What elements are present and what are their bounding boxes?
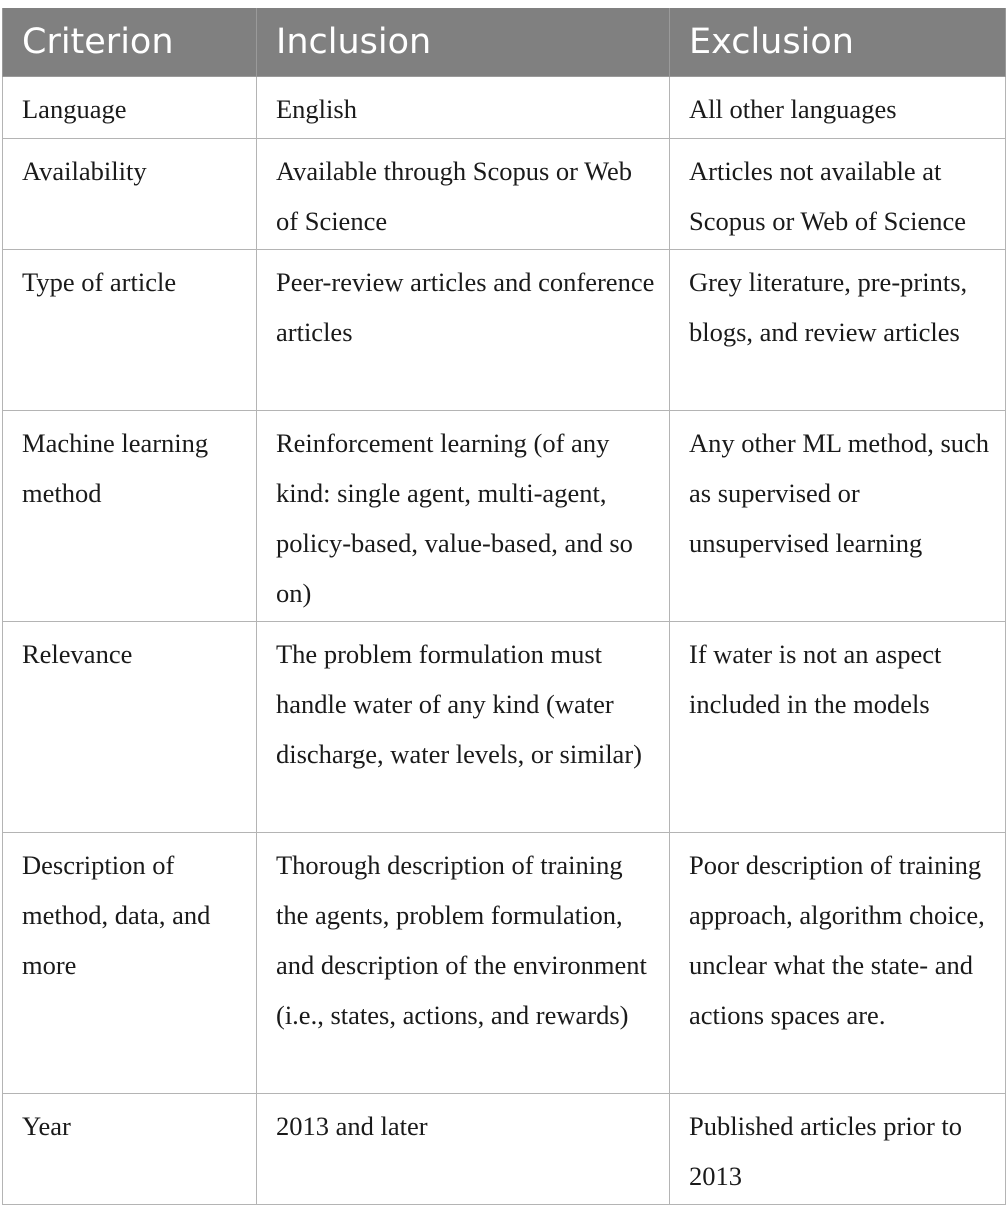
inclusion-cell: Available through Scopus or Web of Science (257, 138, 670, 249)
criterion-cell: Type of article (3, 249, 257, 410)
table-row-availability (3, 138, 1006, 249)
header-criterion: Criterion (3, 8, 257, 76)
criterion-cell: Availability (3, 138, 257, 249)
table-row-machine-learning-method (3, 410, 1006, 621)
table-header (3, 8, 1006, 76)
table-row-relevance (3, 621, 1006, 832)
header-inclusion: Inclusion (257, 8, 670, 76)
exclusion-cell: Published articles prior to 2013 (670, 1093, 1006, 1204)
inclusion-cell: English (257, 76, 670, 138)
exclusion-cell: Poor description of training approach, algorithm choice, unclear what the state- and actions spaces are. (670, 832, 1006, 1093)
header-exclusion: Exclusion (670, 8, 1006, 76)
table-body (3, 76, 1006, 1204)
inclusion-cell: Reinforcement learning (of any kind: single agent, multi-agent, policy-based, value-based, and so on) (257, 410, 670, 621)
table-row-type-of-article (3, 249, 1006, 410)
exclusion-cell: Grey literature, pre-prints, blogs, and review articles (670, 249, 1006, 410)
exclusion-cell: If water is not an aspect included in the models (670, 621, 1006, 832)
table-row-year (3, 1093, 1006, 1204)
criterion-cell: Description of method, data, and more (3, 832, 257, 1093)
table-row-language (3, 76, 1006, 138)
exclusion-cell: All other languages (670, 76, 1006, 138)
criterion-cell: Year (3, 1093, 257, 1204)
exclusion-cell: Articles not available at Scopus or Web of Science (670, 138, 1006, 249)
inclusion-cell: 2013 and later (257, 1093, 670, 1204)
criterion-cell: Machine learning method (3, 410, 257, 621)
exclusion-cell: Any other ML method, such as supervised or unsupervised learning (670, 410, 1006, 621)
inclusion-cell: Thorough description of training the agents, problem formulation, and description of the environment (i.e., states, actions, and rewards) (257, 832, 670, 1093)
inclusion-cell: Peer-review articles and conference articles (257, 249, 670, 410)
header-row (3, 8, 1006, 76)
criteria-table (2, 8, 1006, 1205)
criterion-cell: Language (3, 76, 257, 138)
criterion-cell: Relevance (3, 621, 257, 832)
inclusion-cell: The problem formulation must handle water of any kind (water discharge, water levels, or similar) (257, 621, 670, 832)
table-row-description (3, 832, 1006, 1093)
